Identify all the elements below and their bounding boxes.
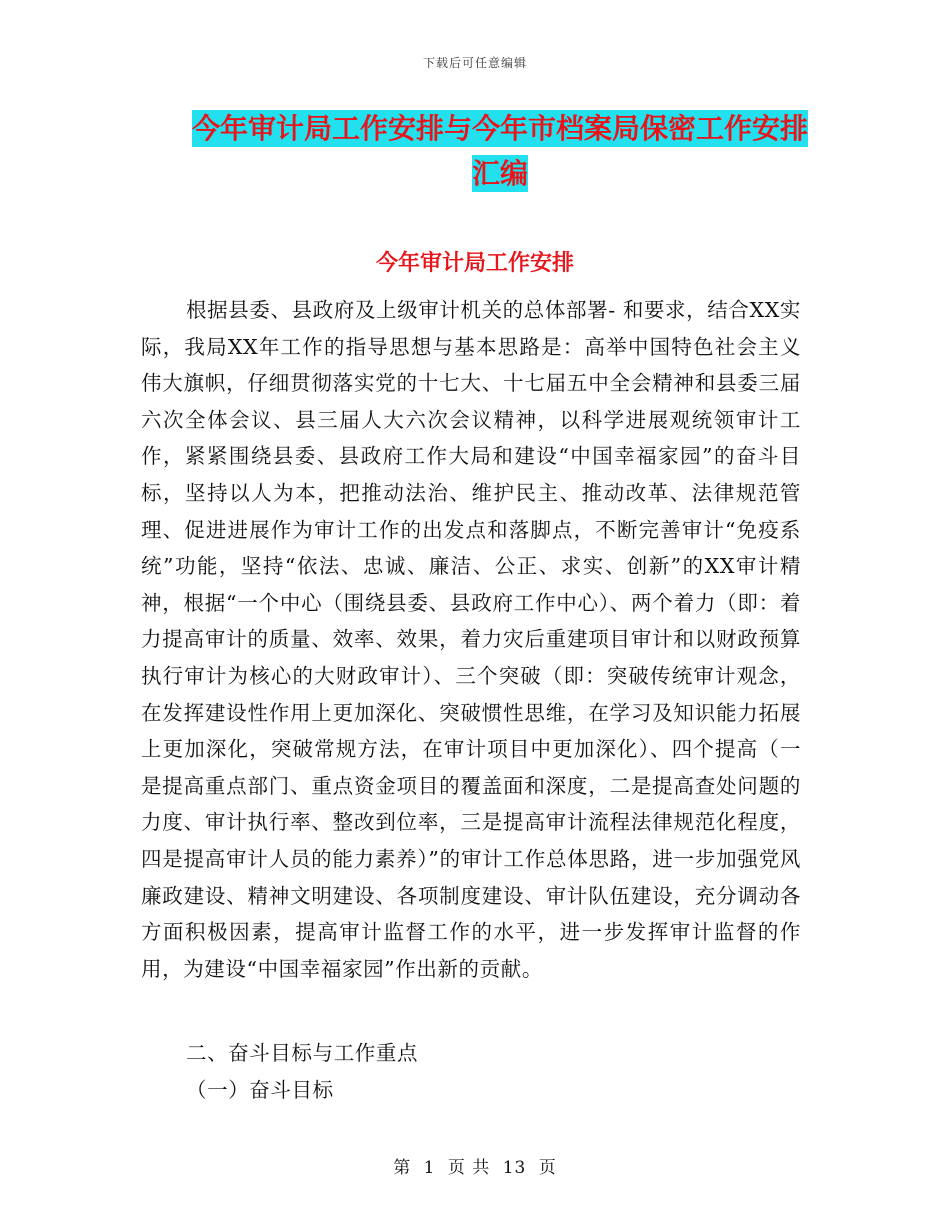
page-mid: 页 共 <box>447 1158 491 1178</box>
page-prefix: 第 <box>393 1158 412 1178</box>
document-title <box>190 106 810 196</box>
page-footer <box>0 1153 950 1178</box>
page-number: 1 <box>423 1158 436 1178</box>
heading-goals: （一）奋斗目标 <box>186 1078 334 1102</box>
page-total: 13 <box>502 1158 527 1178</box>
page-suffix: 页 <box>538 1158 557 1178</box>
header-note: 下载后可任意编辑 <box>422 56 527 70</box>
heading-goals-and-priorities: 二、奋斗目标与工作重点 <box>186 1041 419 1065</box>
document-title-text: 今年审计局工作安排与今年市档案局保密工作安排汇编 <box>191 112 808 190</box>
body-paragraph: 根据县委、县政府及上级审计机关的总体部署- 和要求，结合XX实际，我局XX年工作的指导思想与基本思路是：高举中国特色社会主义伟大旗帜，仔细贯彻落实党的十七大、十七届五中全会精神和县委三届六次全体会议、县三届人大六次会议精神，以科学进展观统领审计工作，紧紧围绕县委、县政府工作大局和建设“中国幸福家园”的奋斗目标，坚持以人为本，把推动法治、维护民主、推动改革、法律规范管理、促进进展作为审计工作的出发点和落脚点，不断完善审计“免疫系统”功能，坚持“依法、忠诚、廉洁、公正、求实、创新”的XX审计精神，根据“一个中心（围绕县委、县政府工作中心）、两个着力（即：着力提高审计的质量、效率、效果，着力灾后重建项目审计和以财政预算执行审计为核心的大财政审计）、三个突破（即：突破传统审计观念，在发挥建设性作用上更加深化、突破惯性思维，在学习及知识能力拓展上更加深化，突破常规方法，在审计项目中更加深化）、四个提高（一是提高重点部门、重点资金项目的覆盖面和深度，二是提高查处问题的力度、审计执行率、整改到位率，三是提高审计流程法律规范化程度，四是提高审计人员的能力素养）”的审计工作总体思路，进一步加强党风廉政建设、精神文明建设、各项制度建设、审计队伍建设，充分调动各方面积极因素，提高审计监督工作的水平，进一步发挥审计监督的作用，为建设“中国幸福家园”作出新的贡献。 <box>141 298 801 981</box>
section-title: 今年审计局工作安排 <box>375 251 574 276</box>
